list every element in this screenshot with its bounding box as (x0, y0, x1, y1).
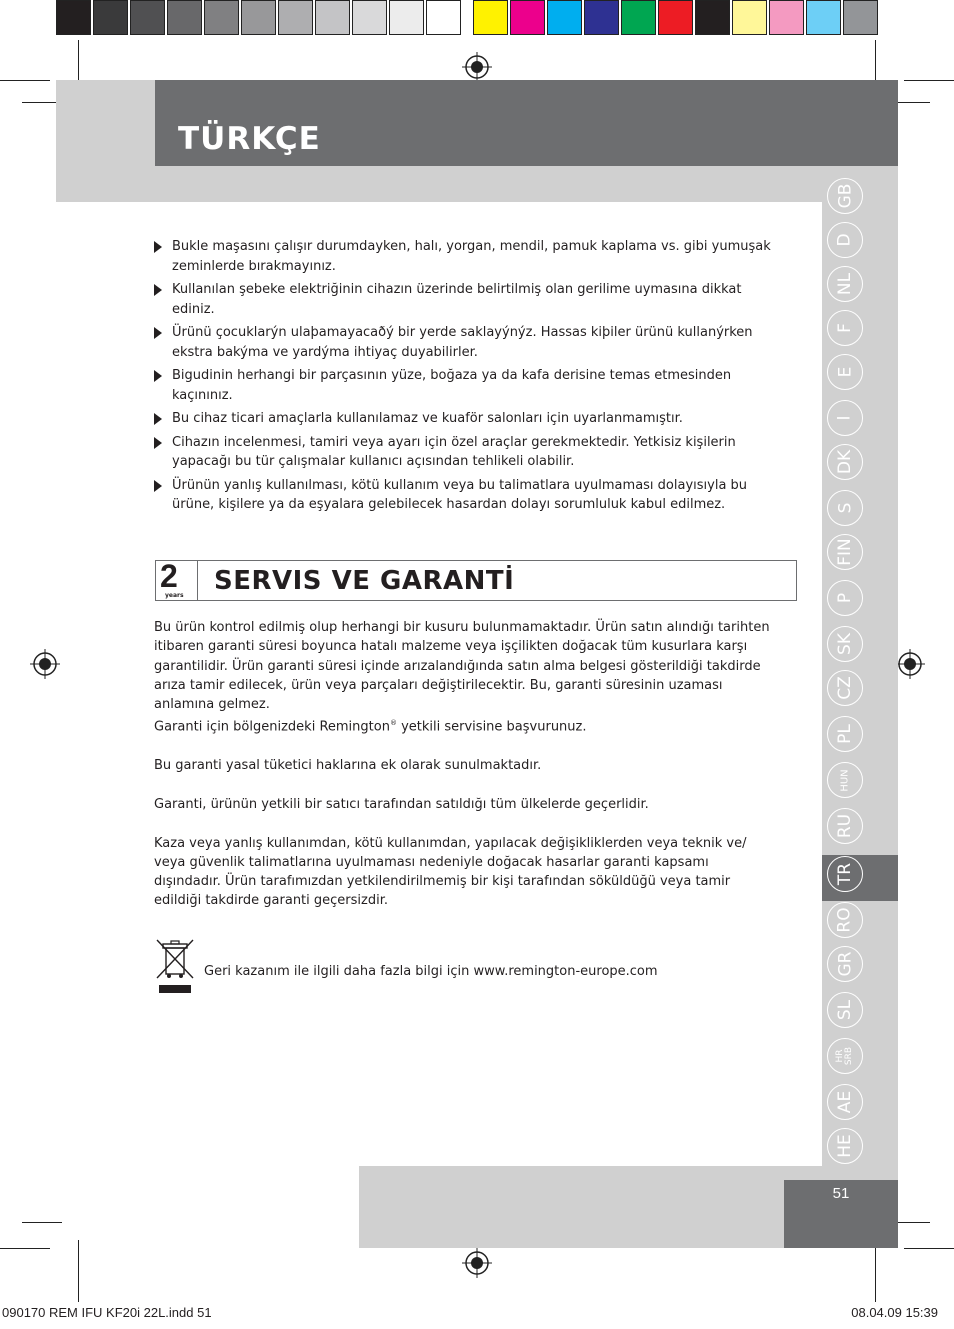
language-tab-sl[interactable] (827, 992, 863, 1028)
language-tab-p[interactable] (827, 580, 863, 616)
warranty-years-number: 2 (160, 558, 178, 594)
language-tab-label: RO (834, 907, 855, 933)
language-tab-label: TR (834, 862, 855, 886)
language-tab-label: NL (834, 272, 855, 296)
safety-instructions-list (152, 237, 782, 519)
language-tab-label: PL (834, 724, 855, 744)
color-swatch (547, 0, 582, 35)
language-tab-label: HUN (839, 768, 851, 792)
color-swatch (695, 0, 730, 35)
language-tab-hun[interactable] (827, 762, 863, 798)
language-tab-s[interactable] (827, 490, 863, 526)
color-swatch (769, 0, 804, 35)
color-swatch (315, 0, 350, 35)
language-tab-sk[interactable] (827, 626, 863, 662)
warranty-text (154, 618, 774, 911)
warranty-service-text: Garanti için bölgenizdeki Remington (154, 719, 390, 735)
warranty-paragraph (154, 714, 774, 737)
color-swatch (510, 0, 545, 35)
color-swatch (426, 0, 461, 35)
language-tab-hr-srb[interactable] (827, 1038, 863, 1074)
language-tab-label: FIN (834, 538, 855, 566)
section-title: SERVIS VE GARANTİ (214, 566, 515, 596)
color-swatch (204, 0, 239, 35)
warranty-paragraph: Bu garanti yasal tüketici haklarına ek olarak sunulmaktadır. (154, 758, 542, 774)
language-tab-dk[interactable] (827, 444, 863, 480)
bullet-triangle-icon (154, 284, 162, 296)
color-swatch (732, 0, 767, 35)
language-tab-nl[interactable] (827, 266, 863, 302)
bullet-item (152, 366, 782, 405)
language-tab-i[interactable] (827, 400, 863, 436)
weee-crossed-bin-icon (155, 938, 195, 994)
registered-mark: ® (389, 719, 397, 728)
color-swatch (843, 0, 878, 35)
language-tab-label: GR (835, 951, 855, 977)
bullet-item (152, 280, 782, 319)
language-tab-label: F (835, 323, 855, 333)
color-swatch (806, 0, 841, 35)
language-tab-label: HE (835, 1134, 855, 1158)
bullet-text: Ürünün yanlış kullanılması, kötü kullanım veya bu talimatlara uyulmaması dolayısıyla bu ürüne, kişilere ya da eşyalara gelebilecek hasardan dolayı sorumluluk kabul edilmez. (172, 477, 748, 512)
crop-mark (22, 1222, 62, 1223)
language-tab-label: SK (834, 633, 855, 655)
registration-mark-icon (462, 1248, 492, 1278)
warranty-years-label: years (165, 592, 184, 599)
bullet-item (152, 476, 782, 515)
warranty-paragraph: Bu ürün kontrol edilmiş olup herhangi bir kusuru bulunmamaktadır. Ürün satın alındığı tarihten itibaren garanti süresi boyunca hatalı malzeme veya işçilikten doğacak tüm kusurlara karşı garantilidir. Ürün garanti süresi içinde arızalandığında satın alma belgesi gösterildiği takdirde arıza tamir edilecek, ürün veya parçaları değiştirilecektir. Bu, garanti süresinin uzaması anlamına gelmez. (154, 620, 770, 713)
language-tab-label: CZ (835, 676, 855, 700)
recycle-info-text: Geri kazanım ile ilgili daha fazla bilgi için www.remington-europe.com (204, 964, 658, 979)
language-tab-label: AE (835, 1090, 855, 1114)
language-tab-he[interactable] (827, 1128, 863, 1164)
print-file-info: 090170 REM IFU KF20i 22L.indd 51 (2, 1305, 212, 1320)
color-calibration-bar (56, 0, 880, 38)
crop-mark (78, 1240, 79, 1302)
crop-mark (875, 1240, 876, 1302)
color-swatch (56, 0, 91, 35)
registration-mark-icon (462, 52, 492, 82)
color-swatch (130, 0, 165, 35)
color-swatch (621, 0, 656, 35)
language-tab-ae[interactable] (827, 1084, 863, 1120)
bullet-triangle-icon (154, 480, 162, 492)
color-swatch (389, 0, 424, 35)
color-swatch (278, 0, 313, 35)
language-tab-gr[interactable] (827, 946, 863, 982)
language-tab-label: SL (834, 999, 855, 1021)
bullet-text: Bu cihaz ticari amaçlarla kullanılamaz ve kuaför salonları için uyarlanmamıştır. (172, 411, 683, 426)
language-tab-label: D (835, 233, 855, 247)
color-swatch (93, 0, 128, 35)
color-swatch (473, 0, 508, 35)
color-swatch (241, 0, 276, 35)
crop-mark (904, 1248, 954, 1249)
language-tab-label: GB (835, 183, 855, 209)
bullet-item (152, 409, 782, 429)
crop-mark (0, 80, 50, 81)
bullet-text: Bukle maşasını çalışır durumdayken, halı, yorgan, mendil, pamuk kaplama vs. gibi yumuşak zeminlerde bırakmayınız. (172, 239, 771, 274)
language-tab-label: DK (835, 449, 855, 475)
language-tab-tr[interactable] (827, 856, 863, 892)
language-tab-ro[interactable] (827, 902, 863, 938)
bullet-triangle-icon (154, 437, 162, 449)
bullet-item (152, 433, 782, 472)
crop-mark (904, 80, 954, 81)
bullet-triangle-icon (154, 413, 162, 425)
page-title: TÜRKÇE (178, 121, 321, 157)
language-tab-label: S (834, 502, 855, 514)
bullet-triangle-icon (154, 327, 162, 339)
registration-mark-icon (895, 649, 925, 679)
page-number: 51 (832, 1185, 850, 1202)
language-tab-d[interactable] (827, 222, 863, 258)
language-tab-ru[interactable] (827, 808, 863, 844)
warranty-paragraph: Garanti, ürünün yetkili bir satıcı tarafından satıldığı tüm ülkelerde geçerlidir. (154, 797, 649, 812)
language-tab-label: HR SRB (834, 1046, 854, 1066)
bullet-item (152, 323, 782, 362)
language-tab-label: E (835, 366, 855, 378)
language-tab-e[interactable] (827, 354, 863, 390)
language-tab-label: RU (834, 813, 855, 839)
bullet-text: Kullanılan şebeke elektriğinin cihazın üzerinde belirtilmiş olan gerilime uymasına dikkat ediniz. (172, 282, 742, 317)
language-tab-cz[interactable] (827, 670, 863, 706)
language-tab-f[interactable] (827, 310, 863, 346)
language-tab-fin[interactable] (827, 534, 863, 570)
language-tab-pl[interactable] (827, 716, 863, 752)
bullet-item (152, 237, 782, 276)
crop-mark (0, 1248, 50, 1249)
color-swatch (584, 0, 619, 35)
language-tab-label: I (834, 415, 855, 421)
bullet-text: Cihazın incelenmesi, tamiri veya ayarı için özel araçlar gerekmektedir. Yetkisiz kişilerin yapacağı bu tür çalışmalar kullanıcı açısından tehlikeli olabilir. (172, 434, 736, 469)
color-swatch (658, 0, 693, 35)
color-swatch (167, 0, 202, 35)
bullet-triangle-icon (154, 370, 162, 382)
print-date-info: 08.04.09 15:39 (851, 1305, 938, 1320)
registration-mark-icon (30, 649, 60, 679)
warranty-paragraph: Kaza veya yanlış kullanımdan, kötü kullanımdan, yapılacak değişikliklerden veya teknik ve/ veya güvenlik talimatlarına uyulmaması nedeniyle doğacak hasarlar garanti kapsamı dışındadır. Ürün tarafımızdan yetkilendirilmemiş bir kişi tarafından söküldüğü veya tamir edildiği takdirde garanti geçersizdir. (154, 835, 747, 909)
bullet-text: Ürünü çocuklarýn ulaþamayacaðý bir yerde saklayýnýz. Hassas kiþiler ürünü kullanýrken ekstra bakýma ve yardýma ihtiyaç duyabilirler. (172, 325, 753, 360)
color-swatch (352, 0, 387, 35)
warranty-service-text-end: yetkili servisine başvurunuz. (396, 719, 587, 735)
language-tab-gb[interactable] (827, 178, 863, 214)
bullet-text: Bigudinin herhangi bir parçasının yüze, boğaza ya da kafa derisine temas etmesinden kaçınınız. (172, 368, 732, 403)
language-tab-label: P (834, 592, 855, 604)
bullet-triangle-icon (154, 241, 162, 253)
